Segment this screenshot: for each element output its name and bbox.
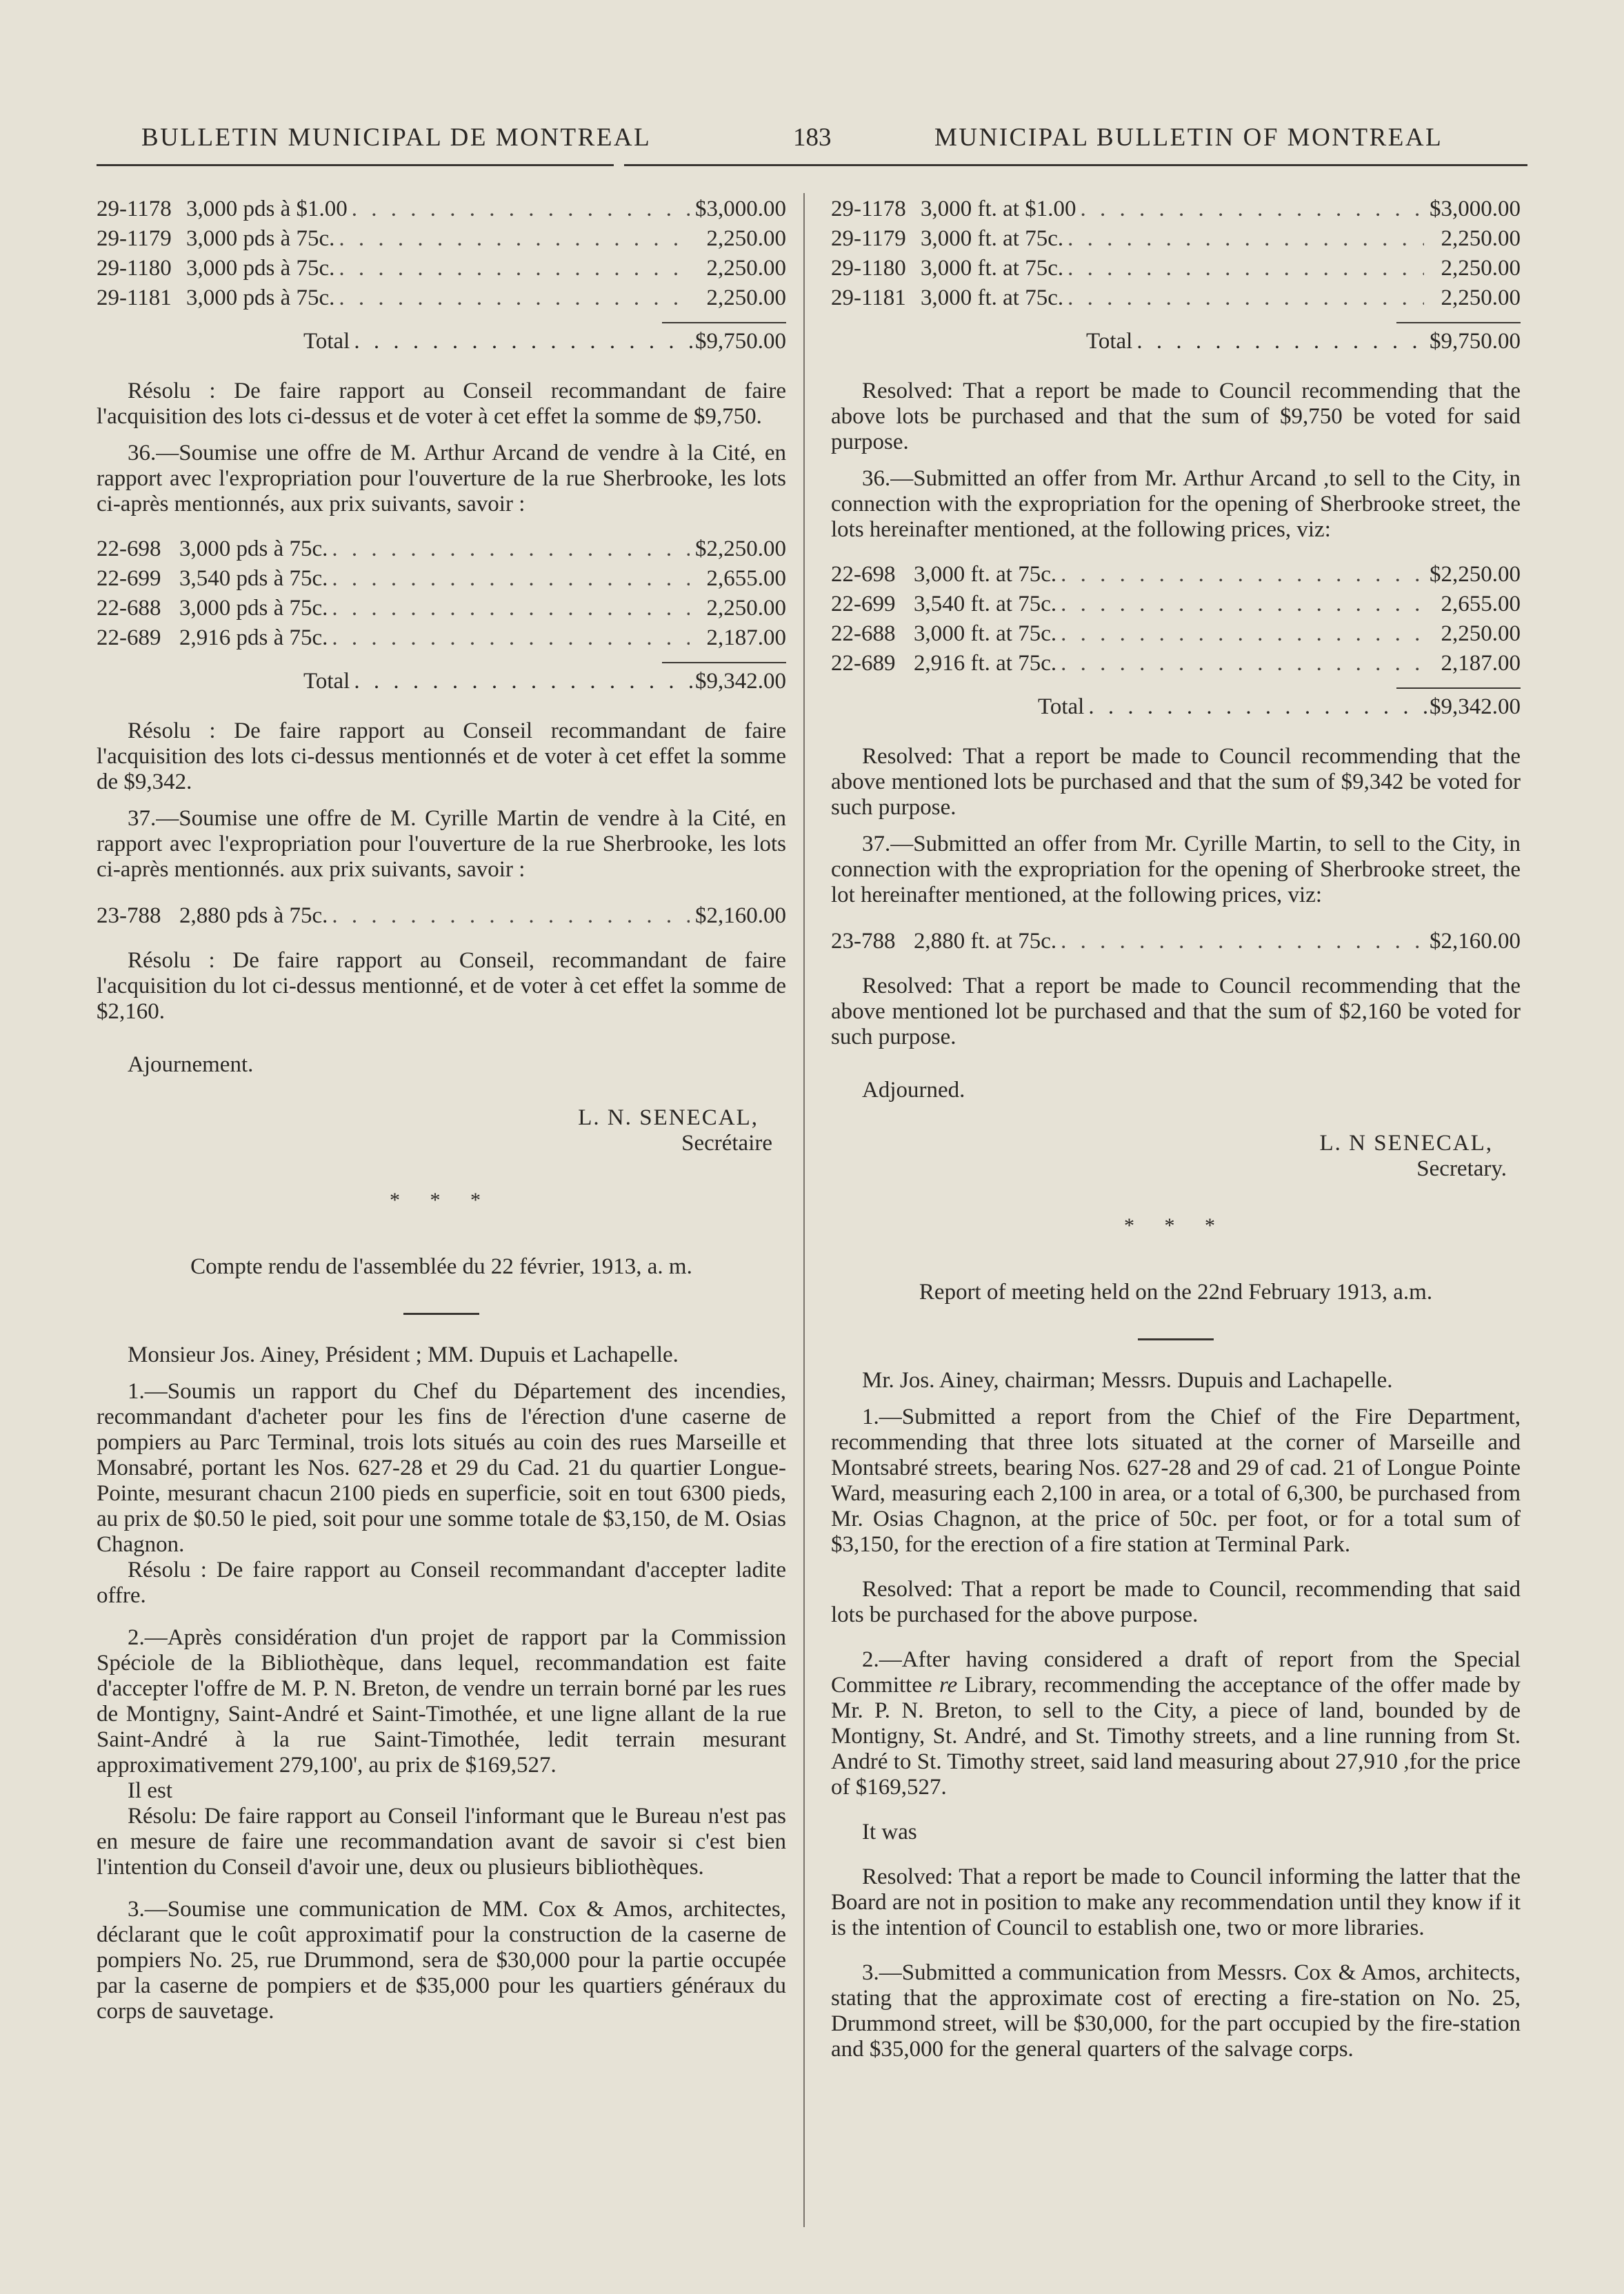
en-signature-name: L. N SENECAL, (1319, 1131, 1493, 1156)
fr-item-2-resolution: Résolu: De faire rapport au Conseil l'informant que le Bureau n'est pas en mesure de faire une recommandation avant de savoir si c'est bien l'intention du Conseil d'avoir une, deux ou plusieurs bibliothèques. (97, 1804, 786, 1880)
en-signature-title: Secretary. (1416, 1156, 1507, 1181)
header-rule-left (97, 164, 614, 166)
sum-rule (1396, 322, 1521, 323)
en-separator-stars: * * * (1124, 1214, 1227, 1237)
table-row: 29-1181 3,000 pds à 75c. . . . 2,250.00 (97, 285, 786, 315)
table-row: 22-698 3,000 ft. at 75c. . . . $2,250.00 (831, 562, 1521, 592)
table-row: 29-1180 3,000 pds à 75c. . . . 2,250.00 (97, 256, 786, 285)
fr-price-table-3 (97, 903, 786, 933)
table-row: 22-698 3,000 pds à 75c. . . . $2,250.00 (97, 536, 786, 566)
table-row: 29-1179 3,000 ft. at 75c. . . . 2,250.00 (831, 226, 1521, 256)
total-row: Total . . . $9,750.00 (97, 329, 786, 363)
en-item-3: 3.—Submitted a communication from Messrs. Cox & Amos, architects, stating that the approximate cost of erecting a fire-station on No. 25, Drummond street, will be $30,000, for the part occupied by the fire-station and $35,000 for the general quarters of the salvage corps. (831, 1960, 1521, 2062)
fr-item-1: 1.—Soumis un rapport du Chef du Département des incendies, recommandant d'acheter pour les fins de l'érection d'une caserne de pompiers au Parc Terminal, trois lots situés au coin des rues Marseille et Monsabré, portant les Nos. 627-28 et 29 du Cad. 21 du quartier Longue-Pointe, mesurant chacun 2100 pieds en superficie, soit en tout 6300 pieds, au prix de $0.50 le pied, soit pour une somme totale de $3,150, de M. Osias Chagnon. (97, 1379, 786, 1557)
fr-signature-name: L. N. SENECAL, (578, 1105, 759, 1130)
fr-present: Monsieur Jos. Ainey, Président ; MM. Dupuis et Lachapelle. (128, 1342, 679, 1367)
table-row: 23-788 2,880 pds à 75c. . . . $2,160.00 (97, 903, 786, 933)
en-minutes-heading: Report of meeting held on the 22nd February 1913, a.m. (919, 1280, 1433, 1305)
fr-item-2-est: Il est (128, 1778, 173, 1803)
en-resolution-3: Resolved: That a report be made to Council recommending that the above mentioned lot be purchased and that the sum of $2,160 be voted for such purpose. (831, 974, 1521, 1049)
fr-item-2: 2.—Après considération d'un projet de rapport par la Commission Spéciole de la Bibliothèque, dans lequel, recommandation est faite d'accepter l'offre de M. P. N. Breton, de vendre un terrain borné par les rues de Montigny, Saint-André et Saint-Timothée, et une ligne allant de la rue Saint-André à la rue Saint-Timothée, ledit terrain mesurant approximativement 279,100', au prix de $169,527. (97, 1625, 786, 1778)
total-row: Total . . . $9,342.00 (97, 669, 786, 703)
column-divider (803, 193, 805, 2227)
table-row: 22-689 2,916 ft. at 75c. . . . 2,187.00 (831, 651, 1521, 681)
total-row: Total . . . $9,750.00 (831, 329, 1521, 363)
sum-rule (662, 322, 786, 323)
french-column (97, 197, 786, 2024)
en-price-table-1 (831, 197, 1521, 363)
en-resolution-1: Resolved: That a report be made to Council recommending that the above lots be purchased and that the sum of $9,750 be voted for said purpose. (831, 379, 1521, 454)
table-row: 29-1179 3,000 pds à 75c. . . . 2,250.00 (97, 226, 786, 256)
table-row: 29-1178 3,000 ft. at $1.00 . . . $3,000.00 (831, 197, 1521, 226)
sum-rule (1396, 687, 1521, 689)
en-adjourned: Adjourned. (862, 1078, 965, 1103)
header-left-title: BULLETIN MUNICIPAL DE MONTREAL (141, 123, 652, 152)
en-resolution-2: Resolved: That a report be made to Council recommending that the above mentioned lots be purchased and that the sum of $9,342 be voted for such purpose. (831, 744, 1521, 820)
en-short-rule (1138, 1338, 1214, 1340)
en-item-37: 37.—Submitted an offer from Mr. Cyrille Martin, to sell to the City, in connection with the expropriation for the opening of Sherbrooke street, the lot hereinafter mentioned, at the following prices, viz: (831, 832, 1521, 907)
table-row: 22-689 2,916 pds à 75c. . . . 2,187.00 (97, 625, 786, 655)
fr-item-37: 37.—Soumise une offre de M. Cyrille Martin de vendre à la Cité, en rapport avec l'expropriation pour l'ouverture de la rue Sherbrooke, les lots ci-après mentionnés. aux prix suivants, savoir : (97, 806, 786, 882)
en-price-table-3 (831, 929, 1521, 958)
en-item-36: 36.—Submitted an offer from Mr. Arthur Arcand ,to sell to the City, in connection with the expropriation for the opening of Sherbrooke street, the lots hereinafter mentioned, at the following prices, viz: (831, 466, 1521, 542)
fr-short-rule (403, 1313, 479, 1315)
table-row: 29-1178 3,000 pds à $1.00 . . . $3,000.00 (97, 197, 786, 226)
fr-minutes-heading: Compte rendu de l'assemblée du 22 février, 1913, a. m. (190, 1254, 692, 1279)
en-present: Mr. Jos. Ainey, chairman; Messrs. Dupuis and Lachapelle. (862, 1368, 1393, 1393)
table-row: 22-688 3,000 ft. at 75c. . . . 2,250.00 (831, 621, 1521, 651)
english-column (831, 197, 1521, 2062)
fr-resolution-1: Résolu : De faire rapport au Conseil recommandant de faire l'acquisition des lots ci-dessus et de voter à cet effet la somme de $9,750. (97, 379, 786, 429)
table-row: 29-1181 3,000 ft. at 75c. . . . 2,250.00 (831, 285, 1521, 315)
header-right-title: MUNICIPAL BULLETIN OF MONTREAL (934, 123, 1443, 152)
fr-item-3: 3.—Soumise une communication de MM. Cox & Amos, architectes, déclarant que le coût approximatif pour la construction de la caserne de pompiers No. 25, rue Drummond, sera de $30,000 pour la partie occupée par la caserne de pompiers et de $35,000 pour les quartiers généraux du corps de sauvetage. (97, 1897, 786, 2024)
en-item-2: 2.—After having considered a draft of report from the Special Committee re Library, recommending the acceptance of the offer made by Mr. P. N. Breton, to sell to the City, a piece of land, bounded by de Montigny, St. André, and St. Timothy streets, and a line running from St. André to St. Timothy street, said land measuring about 27,910 ,for the price of $169,527. (831, 1647, 1521, 1800)
fr-resolution-2: Résolu : De faire rapport au Conseil recommandant de faire l'acquisition des lots ci-dessus mentionnés et de voter à cet effet la somme de $9,342. (97, 718, 786, 794)
en-item-1-resolution: Resolved: That a report be made to Council, recommending that said lots be purchased for the above purpose. (831, 1577, 1521, 1627)
table-row: 22-699 3,540 pds à 75c. . . . 2,655.00 (97, 566, 786, 596)
table-row: 22-688 3,000 pds à 75c. . . . 2,250.00 (97, 596, 786, 625)
en-price-table-2 (831, 562, 1521, 729)
fr-item-1-resolution: Résolu : De faire rapport au Conseil recommandant d'accepter ladite offre. (97, 1558, 786, 1608)
fr-resolution-3: Résolu : De faire rapport au Conseil, recommandant de faire l'acquisition du lot ci-dessus mentionné, et de voter à cet effet la somme de $2,160. (97, 948, 786, 1024)
page-number: 183 (793, 123, 832, 152)
fr-adjourned: Ajournement. (128, 1052, 254, 1077)
fr-item-36: 36.—Soumise une offre de M. Arthur Arcand de vendre à la Cité, en rapport avec l'expropriation pour l'ouverture de la rue Sherbrooke, les lots ci-après mentionnés, aux prix suivants, savoir : (97, 441, 786, 516)
en-item-1: 1.—Submitted a report from the Chief of the Fire Department, recommending that three lots situated at the corner of Marseille and Montsabré streets, bearing Nos. 627-28 and 29 of cad. 21 of Longue Pointe Ward, measuring each 2,100 in area, or a total of 6,300, be purchased from Mr. Osias Chagnon, at the price of 50c. per foot, or for a total sum of $3,150, for the erection of a fire station at Terminal Park. (831, 1405, 1521, 1557)
fr-price-table-2 (97, 536, 786, 703)
table-row: 22-699 3,540 ft. at 75c. . . . 2,655.00 (831, 592, 1521, 621)
en-item-2-est: It was (862, 1820, 917, 1844)
sum-rule (662, 662, 786, 663)
fr-price-table-1 (97, 197, 786, 363)
fr-signature-title: Secrétaire (681, 1131, 772, 1156)
table-row: 29-1180 3,000 ft. at 75c. . . . 2,250.00 (831, 256, 1521, 285)
en-item-2-resolution: Resolved: That a report be made to Council informing the latter that the Board are not in position to make any recommendation until they know if it is the intention of Council to establish one, two or more libraries. (831, 1864, 1521, 1940)
table-row: 23-788 2,880 ft. at 75c. . . . $2,160.00 (831, 929, 1521, 958)
total-row: Total . . . $9,342.00 (831, 694, 1521, 729)
header-rule-right (624, 164, 1527, 166)
fr-separator-stars: * * * (390, 1189, 493, 1211)
